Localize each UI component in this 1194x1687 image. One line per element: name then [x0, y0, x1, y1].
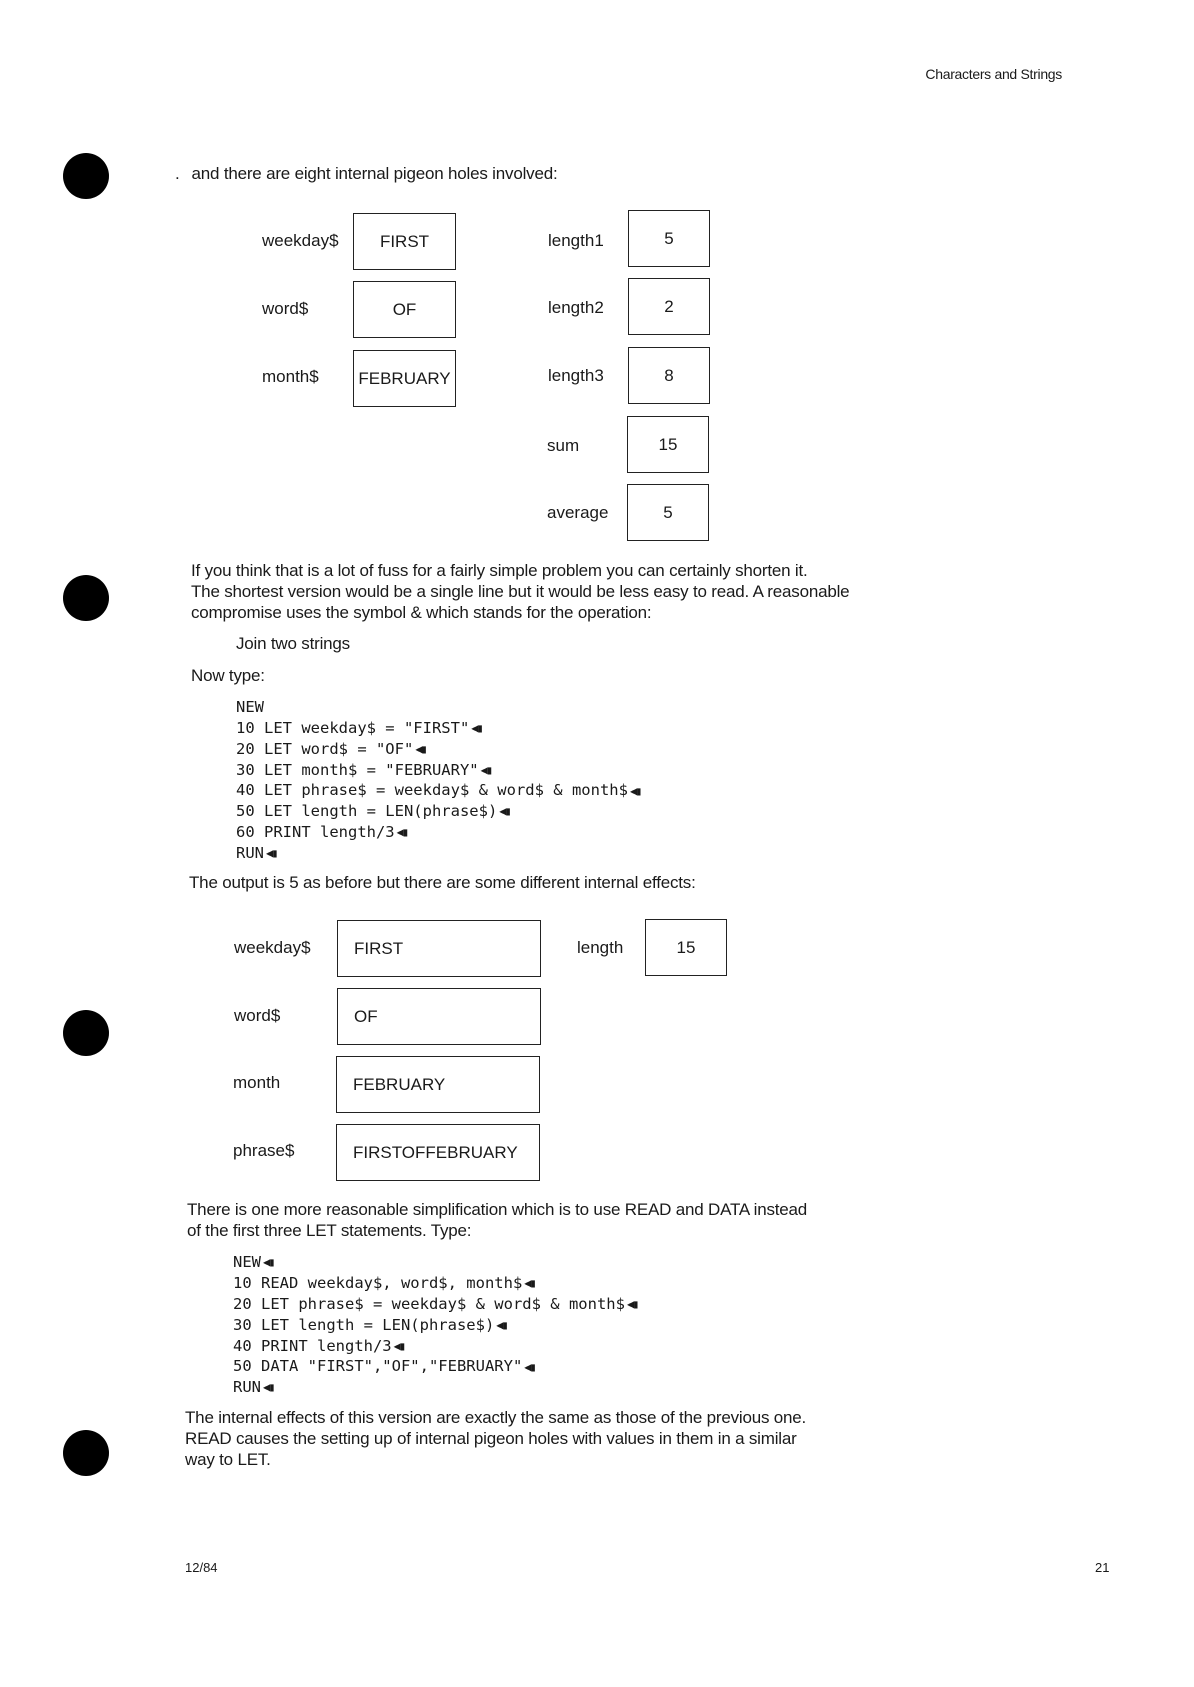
return-key-icon: ◀▮	[626, 1296, 638, 1311]
variable-name: word$	[262, 299, 309, 318]
variable-name: month$	[262, 367, 319, 386]
page-number: 21	[1095, 1560, 1110, 1575]
pigeon-hole-box: 15	[627, 416, 709, 473]
code-line: 60 PRINT length/3 ◀▮	[236, 823, 408, 842]
variable-name: length1	[548, 231, 604, 250]
code-line: 10 READ weekday$, word$, month$ ◀▮	[233, 1273, 535, 1292]
pigeon-hole-box: 5	[627, 484, 709, 541]
binder-hole-2	[63, 575, 109, 621]
code-line: 30 LET length = LEN(phrase$) ◀▮	[233, 1315, 507, 1334]
code-line: 10 LET weekday$ = "FIRST" ◀▮	[236, 718, 482, 737]
code-line: 40 PRINT length/3 ◀▮	[233, 1336, 405, 1355]
operation-name: Join two strings	[236, 634, 350, 653]
pigeon-hole-box: FIRSTOFFEBRUARY	[336, 1124, 540, 1181]
code-line: RUN ◀▮	[233, 1378, 274, 1397]
return-key-icon: ◀▮	[396, 825, 408, 840]
intro-text: . and there are eight internal pigeon holes involved:	[175, 164, 558, 183]
binder-hole-3	[63, 1010, 109, 1056]
return-key-icon: ◀▮	[263, 1255, 274, 1270]
variable-name: length	[577, 938, 624, 957]
pigeon-hole-box: 5	[628, 210, 710, 267]
pigeon-hole-box: OF	[337, 988, 541, 1045]
pigeon-hole-box: FEBRUARY	[353, 350, 456, 407]
variable-name: month	[233, 1073, 281, 1092]
pigeon-hole-box: FIRST	[337, 920, 541, 977]
pigeon-hole-box: 2	[628, 278, 710, 335]
pigeon-hole-box: OF	[353, 281, 456, 338]
paragraph-final: The internal effects of this version are exactly the same as those of the previous one. READ causes the setting up of internal pigeon holes with values in them in a similar way to LET.	[185, 1408, 807, 1469]
output-description: The output is 5 as before but there are some different internal effects:	[189, 873, 696, 892]
code-line: 30 LET month$ = "FEBRUARY" ◀▮	[236, 760, 492, 779]
return-key-icon: ◀▮	[629, 783, 641, 798]
code-line: RUN ◀▮	[236, 844, 277, 863]
variable-name: phrase$	[233, 1141, 295, 1160]
return-key-icon: ◀▮	[496, 1317, 507, 1332]
paragraph-shorten: If you think that is a lot of fuss for a fairly simple problem you can certainly shorten it. The shortest version would be a single line but it would be less easy to read. A reasonable compromise uses the symbol & which stands for the operation:	[191, 561, 850, 622]
return-key-icon: ◀▮	[266, 846, 277, 861]
return-key-icon: ◀▮	[524, 1359, 535, 1374]
code-line: 40 LET phrase$ = weekday$ & word$ & month$ ◀▮	[236, 781, 641, 800]
program-listing-one	[236, 697, 640, 864]
code-line: 20 LET phrase$ = weekday$ & word$ & month$ ◀▮	[233, 1294, 638, 1313]
pigeon-hole-box: 15	[645, 919, 727, 976]
binder-hole-1	[63, 153, 109, 199]
return-key-icon: ◀▮	[263, 1380, 274, 1395]
variable-name: word$	[234, 1006, 281, 1025]
footer-date: 12/84	[185, 1560, 218, 1575]
paragraph-read-data: There is one more reasonable simplification which is to use READ and DATA instead of the first three LET statements. Type:	[187, 1200, 808, 1240]
return-key-icon: ◀▮	[471, 720, 482, 735]
binder-hole-4	[63, 1430, 109, 1476]
pigeon-hole-box: FEBRUARY	[336, 1056, 540, 1113]
return-key-icon: ◀▮	[393, 1338, 405, 1353]
variable-name: length3	[548, 366, 604, 385]
variable-name: sum	[547, 436, 580, 455]
code-line: NEW ◀▮	[233, 1253, 274, 1271]
code-line: 20 LET word$ = "OF" ◀▮	[236, 739, 426, 758]
program-listing-two	[233, 1252, 637, 1398]
return-key-icon: ◀▮	[415, 741, 426, 756]
code-line: 50 DATA "FIRST","OF","FEBRUARY" ◀▮	[233, 1357, 535, 1376]
variable-name: weekday$	[234, 938, 311, 957]
pigeon-hole-box: FIRST	[353, 213, 456, 270]
now-type-label: Now type:	[191, 666, 265, 685]
section-title: Characters and Strings	[925, 66, 1062, 82]
return-key-icon: ◀▮	[499, 804, 510, 819]
variable-name: average	[547, 503, 609, 522]
variable-name: weekday$	[262, 231, 339, 250]
code-line: NEW	[236, 698, 264, 716]
return-key-icon: ◀▮	[480, 762, 492, 777]
variable-name: length2	[548, 298, 604, 317]
return-key-icon: ◀▮	[524, 1275, 535, 1290]
code-line: 50 LET length = LEN(phrase$) ◀▮	[236, 802, 510, 821]
pigeon-hole-box: 8	[628, 347, 710, 404]
